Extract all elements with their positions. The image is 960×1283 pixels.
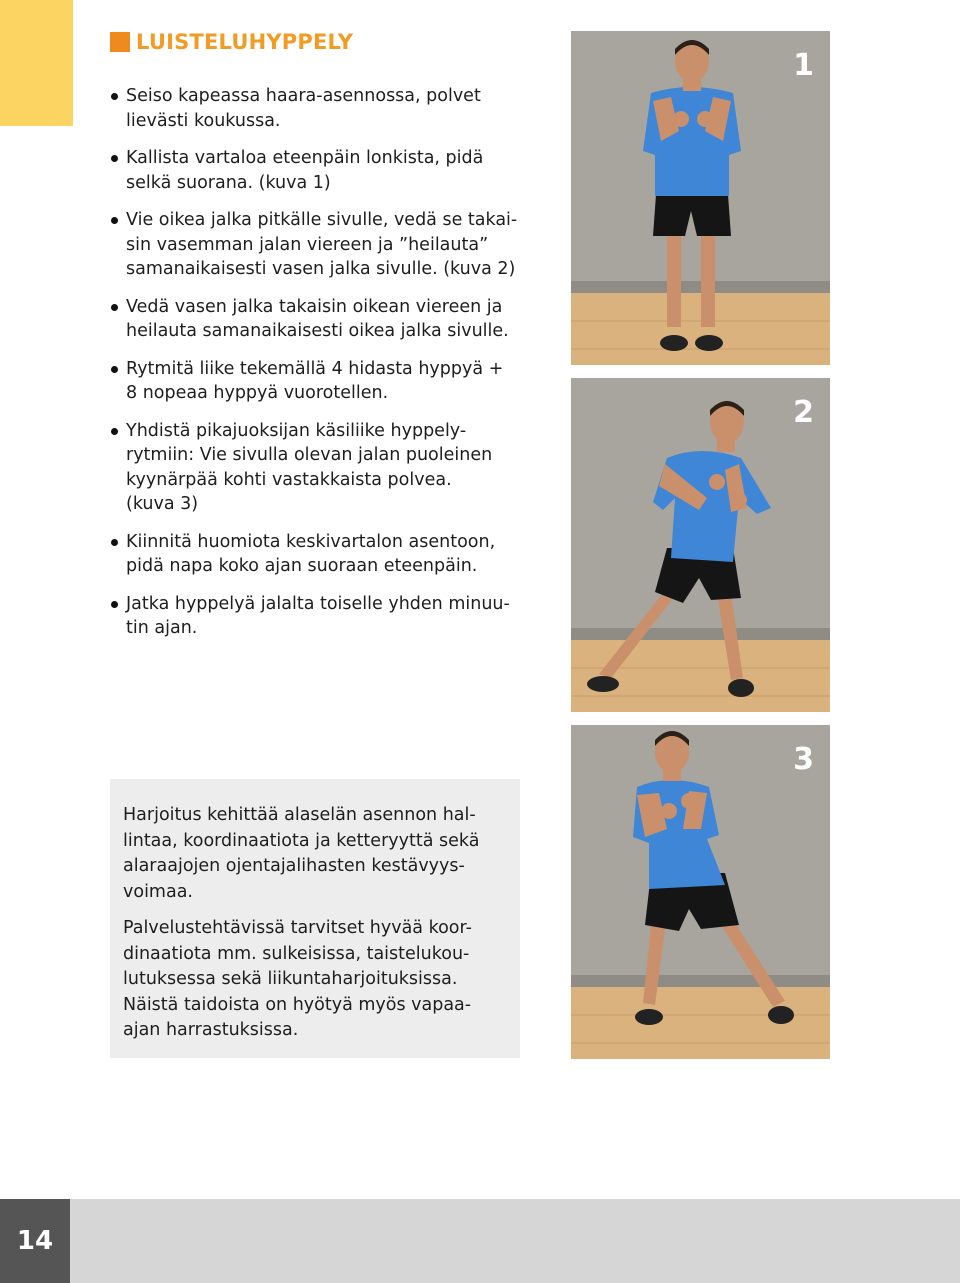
instruction-item: Vedä vasen jalka takaisin oikean viereen ja heilauta samanaikaisesti oikea jalka sivulle. (110, 295, 520, 344)
person-illustration (571, 725, 830, 1059)
person-illustration (571, 31, 830, 365)
page-number: 14 (0, 1199, 70, 1283)
photo-number: 3 (793, 742, 814, 777)
exercise-heading (110, 30, 353, 54)
instruction-item: Rytmitä liike tekemällä 4 hidasta hyppyä + 8 nopeaa hyppyä vuorotellen. (110, 357, 520, 406)
instruction-item: Kiinnitä huomiota keskivartalon asentoon, pidä napa koko ajan suoraan eteenpäin. (110, 530, 520, 579)
photo-number: 1 (793, 48, 814, 83)
heading-square-icon (110, 32, 130, 52)
benefit-info-box (110, 779, 520, 1058)
footer-bar (0, 1199, 960, 1283)
exercise-photo-2 (571, 378, 830, 712)
instruction-item: Yhdistä pikajuoksijan käsiliike hyppely- rytmiin: Vie sivulla olevan jalan puoleinen kyynärpää kohti vastakkaista polvea. (kuva 3) (110, 419, 520, 517)
instruction-item: Vie oikea jalka pitkälle sivulle, vedä se takai- sin vasemman jalan viereen ja ”heilauta” samanaikaisesti vasen jalka sivulle. (kuva 2) (110, 208, 520, 282)
info-paragraph: Harjoitus kehittää alaselän asennon hal- lintaa, koordinaatiota ja ketteryyttä sekä alaraajojen ojentajalihasten kestävyys- voimaa. (123, 805, 480, 902)
heading-text: LUISTELUHYPPELY (136, 30, 354, 54)
instruction-item: Jatka hyppelyä jalalta toiselle yhden minuu- tin ajan. (110, 592, 520, 641)
info-paragraph: Palvelustehtävissä tarvitset hyvää koor- dinaatiota mm. sulkeisissa, taistelukou- lutuksessa sekä liikuntaharjoituksissa. Näistä taidoista on hyötyä myös vapaa- ajan harrastuksissa. (123, 918, 472, 1040)
exercise-photo-1 (571, 31, 830, 365)
instruction-item: Seiso kapeassa haara-asennossa, polvet lievästi koukussa. (110, 84, 520, 133)
exercise-photo-3 (571, 725, 830, 1059)
instruction-list (110, 84, 520, 654)
person-illustration (571, 378, 830, 712)
instruction-item: Kallista vartaloa eteenpäin lonkista, pidä selkä suorana. (kuva 1) (110, 146, 520, 195)
photo-number: 2 (793, 395, 814, 430)
yellow-corner-tab (0, 0, 73, 126)
